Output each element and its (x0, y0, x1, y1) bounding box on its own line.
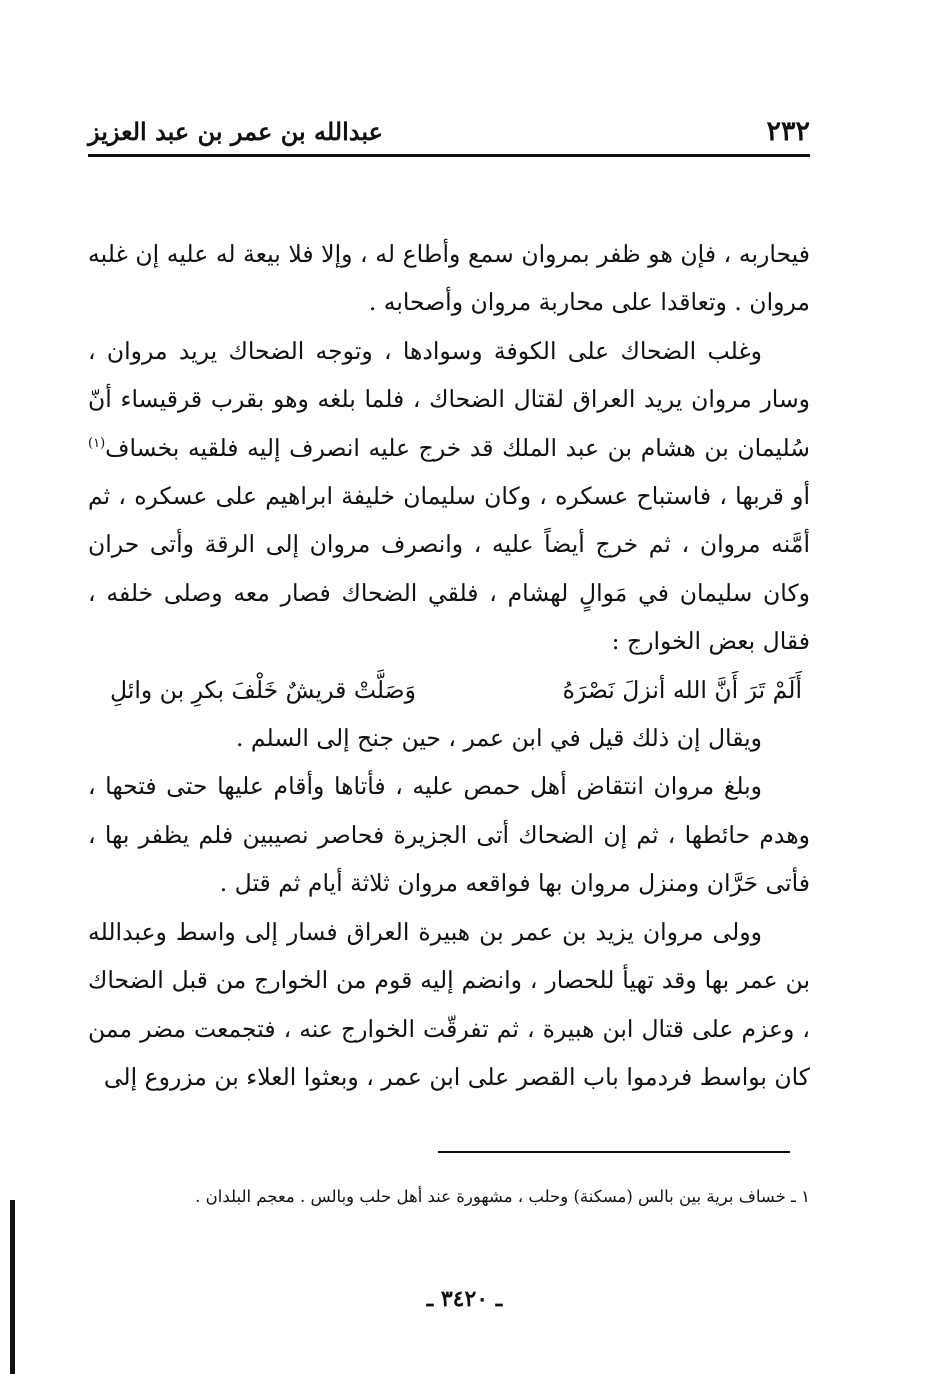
paragraph: ويقال إن ذلك قيل في ابن عمر ، حين جنح إلى السلم . (235, 724, 762, 753)
header-rule (88, 154, 810, 157)
main-text (88, 230, 810, 1101)
footnote-rule (438, 1151, 790, 1153)
verse-hemistich-second: وَصَلَّتْ قريشٌ خَلْفَ بكرِ بن وائلِ (110, 675, 416, 704)
paragraph-text: وغلب الضحاك على الكوفة وسوادها ، وتوجه الضحاك يريد مروان ، وسار مروان يريد العراق لقتال الضحاك ، فلما بلغه وهو بقرب قرقيساء أنّ سُليمان بن هشام بن عبد الملك قد خرج عليه انصرف إليه فلقيه بخساف (88, 336, 810, 462)
header-title: عبدالله بن عمر بن عبد العزيز (88, 117, 383, 146)
footnote-text: ١ ـ خساف برية بين بالس (مسكنة) وحلب ، مشهورة عند أهل حلب وبالس . معجم البلدان . (195, 1187, 810, 1206)
footer-page-number: ـ ٣٤٢٠ ـ (426, 1286, 503, 1312)
footnote-marker: (١) (88, 435, 106, 451)
footnote (88, 1182, 810, 1212)
paragraph: وبلغ مروان انتقاض أهل حمص عليه ، فأتاها وأقام عليها حتى فتحها ، وهدم حائطها ، ثم إن الضحاك أتى الجزيرة فحاصر نصيبين فلم يظفر بها ، فأتى حَرَّان ومنزل مروان بها فواقعه مروان ثلاثة أيام ثم قتل . (88, 772, 810, 898)
paragraph: فيحاربه ، فإن هو ظفر بمروان سمع وأطاع له ، وإلا فلا بيعة له عليه إن غلبه مروان . وتعاقدا على محاربة مروان وأصحابه . (88, 240, 810, 317)
paragraph: وولى مروان يزيد بن عمر بن هبيرة العراق فسار إلى واسط وعبدالله بن عمر بها وقد تهيأ للحصار ، وانضم إليه قوم من الخوارج من قبل الضحاك ، وعزم على قتال ابن هبيرة ، ثم تفرقّت الخوارج عنه ، فتجمعت مضر ممن كان بواسط فردموا باب القصر على ابن عمر ، وبعثوا العلاء بن مزروع إلى (88, 917, 810, 1091)
paragraph (88, 327, 810, 666)
header-page-number: ٢٣٢ (766, 116, 810, 147)
poem-verse (88, 666, 810, 714)
running-header (88, 112, 810, 152)
scan-edge-mark (10, 1200, 15, 1374)
verse-hemistich-first: أَلَمْ تَرَ أَنَّ الله أنزلَ نَصْرَهُ (562, 675, 802, 704)
paragraph-text: أو قربها ، فاستباح عسكره ، وكان سليمان خليفة ابراهيم على عسكره ، ثم أمَّنه مروان ، ثم خرج أيضاً عليه ، وانصرف مروان إلى الرقة وأتى حران وكان سليمان في مَوالٍ لهشام ، فلقي الضحاك فصار معه وصلى خلفه ، فقال بعض الخوارج : (88, 482, 810, 656)
